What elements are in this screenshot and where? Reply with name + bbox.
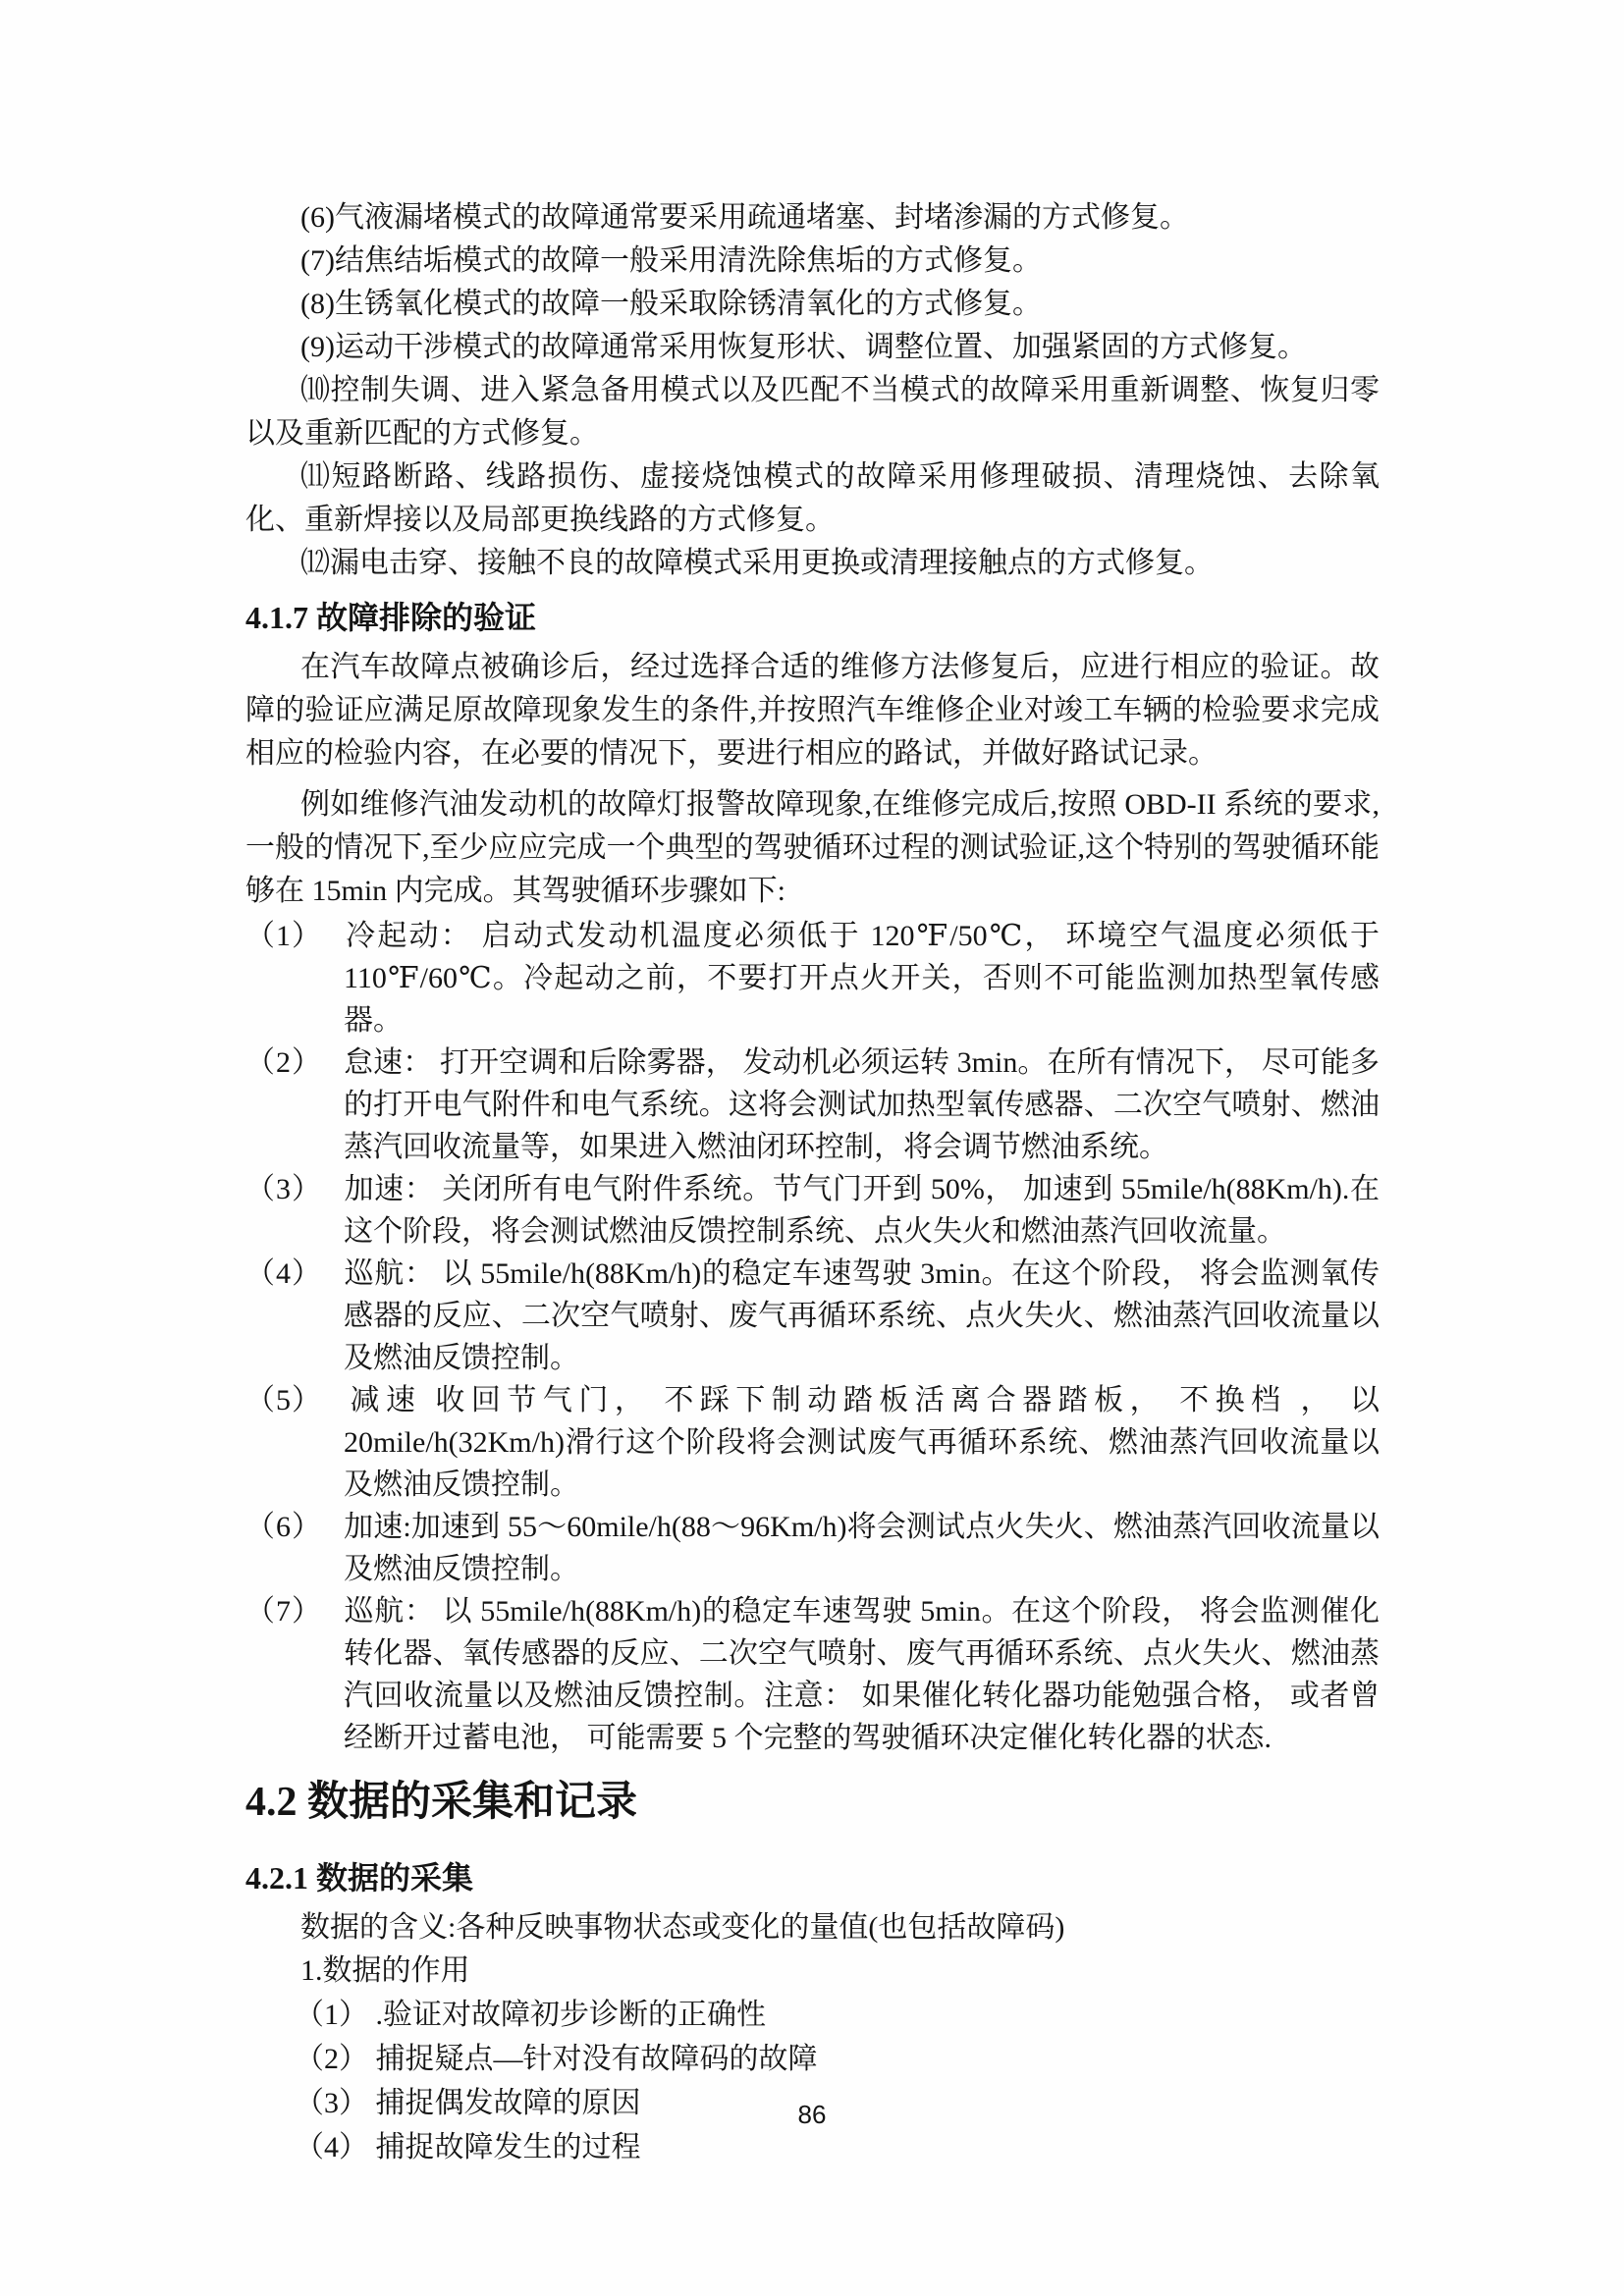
step-marker: （4） bbox=[245, 1257, 322, 1290]
drive-cycle-step-4 bbox=[245, 1253, 1380, 1379]
section-heading-4-2: 4.2 数据的采集和记录 bbox=[245, 1780, 638, 1825]
data-role-item-3: （3） 捕捉偶发故障的原因 bbox=[295, 2087, 641, 2119]
step-text: 加速:加速到 55～60mile/h(88～96Km/h)将会测试点火失火、燃油蒸汽回收流量以及燃油反馈控制。 bbox=[344, 1511, 1380, 1585]
step-marker: （6） bbox=[245, 1511, 322, 1543]
repair-methods-list bbox=[245, 196, 1380, 585]
step-marker: （1） bbox=[245, 920, 322, 952]
drive-cycle-step-7 bbox=[245, 1590, 1380, 1759]
repair-method-item-11: ⑾短路断路、线路损伤、虚接烧蚀模式的故障采用修理破损、清理烧蚀、去除氧化、重新焊接以及局部更换线路的方式修复。 bbox=[245, 460, 1380, 536]
data-role-item-1: （1） .验证对故障初步诊断的正确性 bbox=[295, 1999, 766, 2031]
step-text: 怠速： 打开空调和后除雾器， 发动机必须运转 3min。在所有情况下， 尽可能多的打开电气附件和电气系统。这将会测试加热型氧传感器、二次空气喷射、燃油蒸汽回收流量等，如果进入燃油闭环控制，将会调节燃油系统。 bbox=[344, 1046, 1380, 1163]
drive-cycle-step-1 bbox=[245, 915, 1380, 1041]
verification-paragraph: 在汽车故障点被确诊后，经过选择合适的维修方法修复后，应进行相应的验证。故障的验证应满足原故障现象发生的条件,并按照汽车维修企业对竣工车辆的检验要求完成相应的检验内容，在必要的情况下，要进行相应的路试，并做好路试记录。 bbox=[245, 651, 1380, 770]
step-text: 巡航： 以 55mile/h(88Km/h)的稳定车速驾驶 5min。在这个阶段， 将会监测催化转化器、氧传感器的反应、二次空气喷射、废气再循环系统、点火失火、燃油蒸汽回收流量以及燃油反馈控制。注意： 如果催化转化器功能勉强合格， 或者曾经断开过蓄电池， 可能需要 5 个完整的驾驶循环决定催化转化器的状态. bbox=[344, 1595, 1380, 1754]
drive-cycle-step-2 bbox=[245, 1041, 1380, 1168]
section-heading-4-2-1: 4.2.1 数据的采集 bbox=[245, 1860, 474, 1896]
step-marker: （7） bbox=[245, 1595, 322, 1628]
drive-cycle-step-6 bbox=[245, 1506, 1380, 1590]
drive-cycle-step-3 bbox=[245, 1168, 1380, 1253]
repair-method-item-6: (6)气液漏堵模式的故障通常要采用疏通堵塞、封堵渗漏的方式修复。 bbox=[300, 201, 1189, 234]
step-marker: （5） bbox=[245, 1384, 322, 1416]
step-text: 巡航： 以 55mile/h(88Km/h)的稳定车速驾驶 3min。在这个阶段， 将会监测氧传感器的反应、二次空气喷射、废气再循环系统、点火失火、燃油蒸汽回收流量以及燃油反馈控制。 bbox=[344, 1257, 1380, 1374]
repair-method-item-12: ⑿漏电击穿、接触不良的故障模式采用更换或清理接触点的方式修复。 bbox=[300, 547, 1214, 579]
data-role-item-4: （4） 捕捉故障发生的过程 bbox=[295, 2131, 641, 2163]
obd-example-paragraph: 例如维修汽油发动机的故障灯报警故障现象,在维修完成后,按照 OBD-II 系统的要求,一般的情况下,至少应应完成一个典型的驾驶循环过程的测试验证,这个特别的驾驶循环能够在 15min 内完成。其驾驶循环步骤如下: bbox=[245, 788, 1380, 907]
page-number: 86 bbox=[797, 2100, 827, 2129]
repair-method-item-7: (7)结焦结垢模式的故障一般采用清洗除焦垢的方式修复。 bbox=[300, 244, 1042, 277]
data-role-title: 1.数据的作用 bbox=[300, 1954, 470, 1987]
data-meaning-line: 数据的含义:各种反映事物状态或变化的量值(也包括故障码) bbox=[300, 1911, 1065, 1944]
data-role-list bbox=[245, 1993, 1380, 2169]
drive-cycle-step-list bbox=[245, 915, 1380, 1759]
data-role-item-2: （2） 捕捉疑点—针对没有故障码的故障 bbox=[295, 2043, 818, 2075]
drive-cycle-step-5 bbox=[245, 1379, 1380, 1506]
step-marker: （2） bbox=[245, 1046, 322, 1079]
section-heading-4-1-7: 4.1.7 故障排除的验证 bbox=[245, 600, 537, 635]
repair-method-item-10: ⑽控制失调、进入紧急备用模式以及匹配不当模式的故障采用重新调整、恢复归零以及重新匹配的方式修复。 bbox=[245, 374, 1380, 450]
step-text: 冷起动： 启动式发动机温度必须低于 120℉/50℃， 环境空气温度必须低于 110℉/60℃。冷起动之前，不要打开点火开关，否则不可能监测加热型氧传感器。 bbox=[344, 920, 1380, 1037]
repair-method-item-8: (8)生锈氧化模式的故障一般采取除锈清氧化的方式修复。 bbox=[300, 288, 1042, 320]
repair-method-item-9: (9)运动干涉模式的故障通常采用恢复形状、调整位置、加强紧固的方式修复。 bbox=[300, 331, 1307, 363]
step-marker: （3） bbox=[245, 1173, 322, 1205]
step-text: 加速： 关闭所有电气附件系统。节气门开到 50%， 加速到 55mile/h(88Km/h).在这个阶段，将会测试燃油反馈控制系统、点火失火和燃油蒸汽回收流量。 bbox=[344, 1173, 1380, 1248]
step-text: 减速 收回节气门， 不踩下制动踏板活离合器踏板， 不换档 ， 以 20mile/h(32Km/h)滑行这个阶段将会测试废气再循环系统、燃油蒸汽回收流量以及燃油反馈控制。 bbox=[344, 1384, 1380, 1501]
